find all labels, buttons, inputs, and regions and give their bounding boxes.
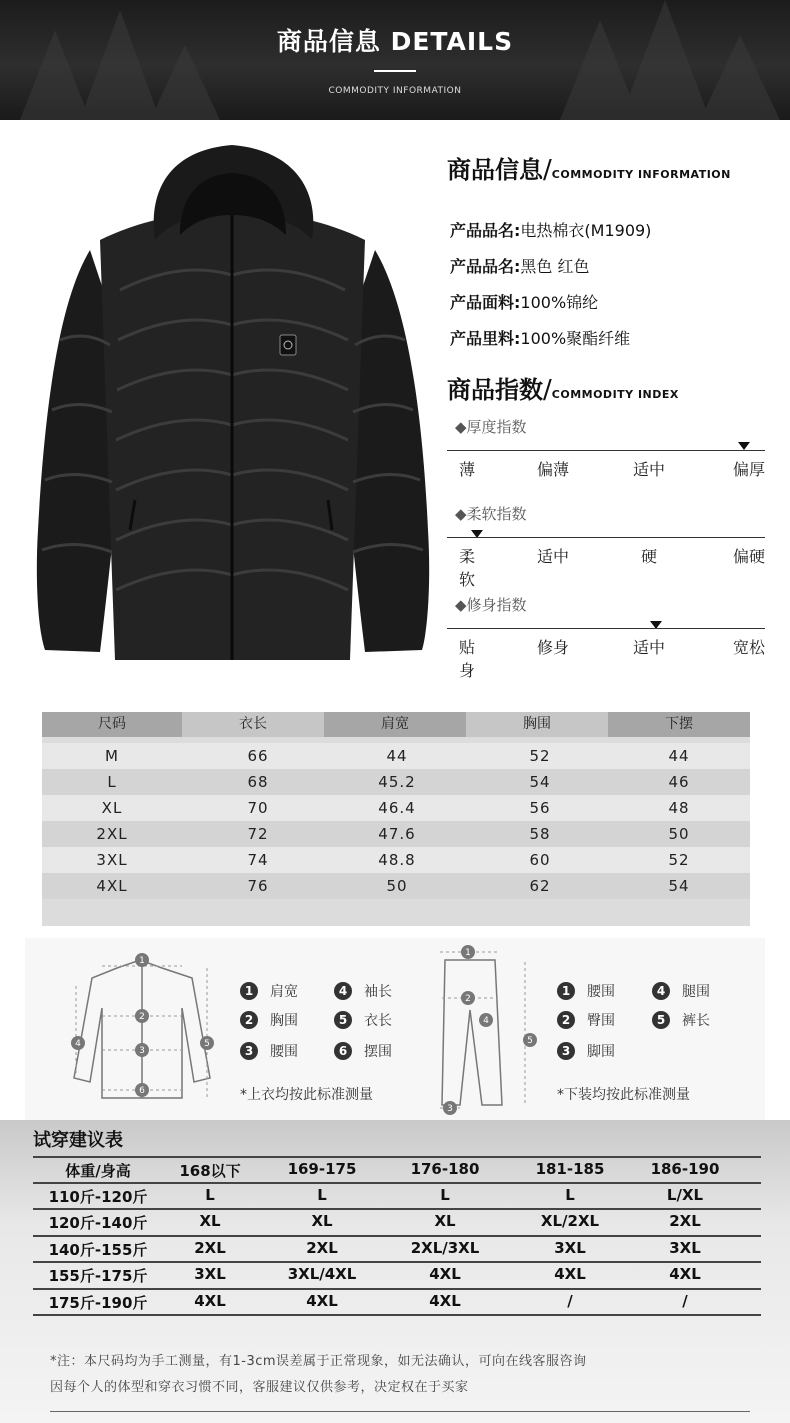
info-line: 产品里料:100%聚酯纤维 [450,329,631,348]
table-row: 4XL 76 50 62 54 [42,873,750,899]
rec-cell: / [682,1292,688,1310]
svg-text:4: 4 [75,1039,81,1049]
rec-cell: 2XL [306,1239,338,1257]
svg-text:6: 6 [139,1086,145,1096]
rec-cell: L [440,1186,450,1204]
legend-item: 3 脚围 [557,1041,615,1061]
legend-item: 2 胸围 [240,1010,298,1030]
rec-cell: 120斤-140斤 [48,1214,148,1232]
rec-cell: 2XL [669,1212,701,1230]
header-cell: 下摆 [608,712,750,737]
legend-item: 4 腿围 [652,981,710,1001]
svg-text:5: 5 [204,1039,210,1049]
svg-text:2: 2 [465,994,471,1004]
rec-cell: 4XL [429,1292,461,1310]
rec-cell: 3XL [194,1265,226,1283]
index-heading-en: COMMODITY INDEX [551,388,679,401]
size-note-line-2: 因每个人的体型和穿衣习惯不同，客服建议仅供参考，决定权在于买家 [50,1380,469,1395]
rec-cell: 175斤-190斤 [48,1294,148,1312]
rec-cell: XL [311,1212,333,1230]
rec-cell: L [565,1186,575,1204]
header-cell: 肩宽 [324,712,466,737]
rec-cell: 140斤-155斤 [48,1241,148,1259]
legend-item: 2 臀围 [557,1010,615,1030]
softness-rule [447,537,765,538]
header-cell: 衣长 [182,712,324,737]
size-recommend-title: 试穿建议表 [33,1130,123,1151]
thickness-index-label: ◆厚度指数 [455,418,527,436]
legend-item: 6 摆围 [334,1041,392,1061]
fit-rule [447,628,765,629]
svg-text:5: 5 [527,1036,533,1046]
banner-subtitle: COMMODITY INFORMATION [328,86,462,96]
rec-cell: 3XL [554,1239,586,1257]
rec-rule [33,1288,761,1290]
info-line: 产品面料:100%锦纶 [450,293,599,312]
rec-rule [33,1182,761,1184]
size-table [42,712,750,926]
info-line: 产品品名:电热棉衣(M1909) [450,221,652,240]
forest-background [0,0,790,120]
size-note-line-1: *注：本尺码均为手工测量，有1-3cm误差属于正常现象，如无法确认，可向在线客服咨询 [50,1354,587,1369]
rec-cell: 4XL [669,1265,701,1283]
thickness-marker [738,442,750,450]
rec-cell: 4XL [306,1292,338,1310]
rec-cell: 3XL [669,1239,701,1257]
rec-rule [33,1156,761,1158]
rec-cell: XL [434,1212,456,1230]
rec-header-cell: 176-180 [410,1160,480,1178]
rec-cell: L [317,1186,327,1204]
header-cell: 尺码 [42,712,182,737]
shirt-diagram-icon [62,948,232,1108]
svg-text:1: 1 [465,948,471,958]
svg-text:1: 1 [139,956,145,966]
svg-text:3: 3 [447,1104,453,1114]
rec-rule [33,1314,761,1316]
info-heading-en: COMMODITY INFORMATION [551,168,731,181]
rec-header-cell: 体重/身高 [65,1162,131,1180]
rec-header-cell: 181-185 [535,1160,605,1178]
legend-item: 1 腰围 [557,981,615,1001]
rec-rule [33,1208,761,1210]
banner-title: 商品信息 DETAILS [276,27,514,56]
table-row: L 68 45.2 54 46 [42,769,750,795]
rec-rule [33,1261,761,1263]
rec-cell: XL [199,1212,221,1230]
rec-cell: 2XL [194,1239,226,1257]
fit-scale: 贴身 修身 适中 宽松 [459,638,765,680]
index-heading-cn: 商品指数 [447,376,543,404]
rec-cell: 4XL [194,1292,226,1310]
table-row: M 66 44 52 44 [42,743,750,769]
info-line: 产品品名:黑色 红色 [450,257,590,276]
rec-cell: 2XL/3XL [410,1239,480,1257]
fit-index-label: ◆修身指数 [455,596,527,614]
legend-item: 1 肩宽 [240,981,298,1001]
svg-text:4: 4 [483,1016,489,1026]
table-row: 2XL 72 47.6 58 50 [42,821,750,847]
top-measure-note: *上衣均按此标准测量 [240,1087,373,1103]
rec-cell: XL/2XL [540,1212,600,1230]
rec-cell: 3XL/4XL [287,1265,357,1283]
softness-index-label: ◆柔软指数 [455,505,527,523]
info-heading-cn: 商品信息 [447,156,543,184]
rec-cell: L [205,1186,215,1204]
jacket-image [30,140,435,665]
thickness-rule [447,450,765,451]
header-cell: 胸围 [466,712,608,737]
rec-header-cell: 169-175 [287,1160,357,1178]
rec-header-cell: 168以下 [179,1162,241,1180]
svg-text:2: 2 [139,1012,145,1022]
legend-item: 5 衣长 [334,1010,392,1030]
rec-header-cell: 186-190 [650,1160,720,1178]
pants-measure-note: *下装均按此标准测量 [557,1087,690,1103]
rec-rule [33,1235,761,1237]
softness-scale: 柔软 适中 硬 偏硬 [459,547,765,589]
rec-cell: 110斤-120斤 [48,1188,148,1206]
rec-cell: / [567,1292,573,1310]
table-row: 3XL 74 48.8 60 52 [42,847,750,873]
commodity-index-heading: 商品指数/COMMODITY INDEX [447,375,679,405]
header-banner [0,0,790,120]
thickness-scale: 薄 偏薄 适中 偏厚 [459,460,765,479]
rec-cell: L/XL [666,1186,704,1204]
commodity-info-heading: 商品信息/COMMODITY INFORMATION [447,155,731,185]
banner-divider [374,70,416,72]
rec-cell: 4XL [429,1265,461,1283]
pants-diagram-icon [430,940,540,1118]
legend-item: 4 袖长 [334,981,392,1001]
size-table-header [42,712,750,737]
legend-item: 5 裤长 [652,1010,710,1030]
rec-cell: 4XL [554,1265,586,1283]
footer-rule [50,1411,750,1412]
svg-text:3: 3 [139,1046,145,1056]
rec-cell: 155斤-175斤 [48,1267,148,1285]
table-row: XL 70 46.4 56 48 [42,795,750,821]
legend-item: 3 腰围 [240,1041,298,1061]
